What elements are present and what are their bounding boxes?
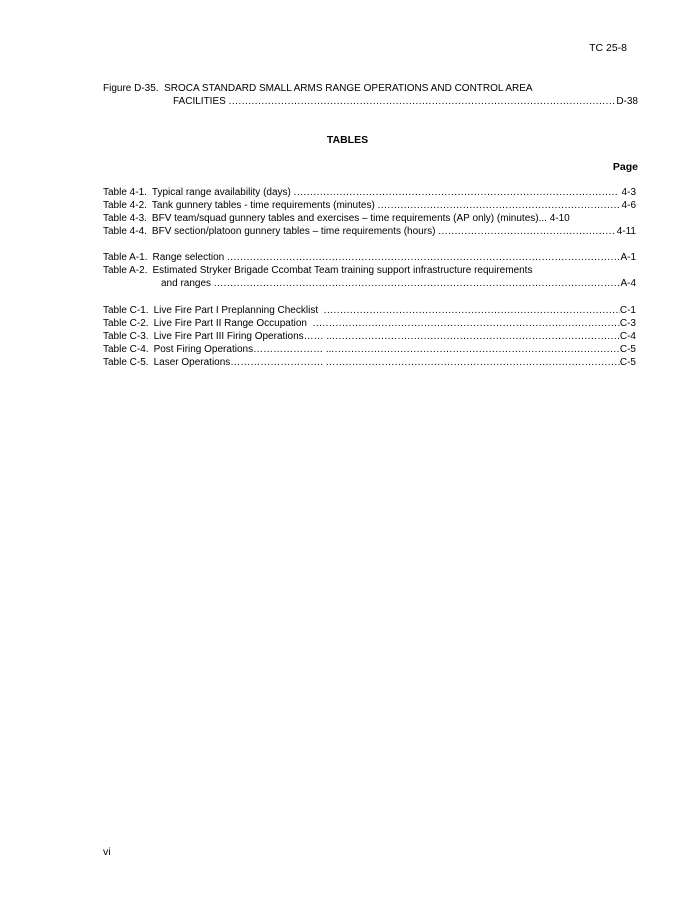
table-title: Laser Operations………………………. [153, 357, 324, 368]
figure-line-1 [103, 82, 638, 95]
dot-leader [326, 356, 620, 369]
table-label: Table 4-1. [103, 187, 147, 198]
table-title-cont: and ranges [161, 278, 212, 289]
table-title: Live Fire Part I Preplanning Checklist [153, 305, 319, 316]
table-label: Table C-5. [103, 357, 149, 368]
table-label: Table 4-3. [103, 213, 147, 224]
table-page: C-4 [619, 331, 636, 342]
page-column-label: Page [612, 161, 638, 173]
dot-leader [227, 251, 620, 264]
toc-row [103, 343, 636, 356]
dot-leader [332, 330, 620, 343]
table-title: BFV section/platoon gunnery tables – time requirements (hours) [151, 226, 436, 237]
table-title: Typical range availability (days) [151, 187, 291, 198]
table-page: 4-3 [621, 187, 636, 198]
table-label: Table A-2. [103, 265, 148, 276]
dot-leader [313, 317, 620, 330]
toc-row [103, 225, 636, 238]
figure-entry [103, 82, 638, 108]
figure-page: D-38 [616, 96, 638, 107]
toc-row [103, 264, 636, 277]
dot-leader [324, 304, 620, 317]
footer-page-number: vi [103, 846, 111, 858]
figure-label: Figure D-35. [103, 83, 159, 94]
table-page: 4-10 [549, 213, 570, 224]
table-label: Table 4-4. [103, 226, 147, 237]
dot-leader [438, 225, 614, 238]
toc-row [103, 199, 636, 212]
table-title: Range selection [152, 252, 225, 263]
toc-row-continuation [103, 277, 636, 290]
toc-group-4 [103, 186, 636, 238]
table-page: A-1 [620, 252, 636, 263]
table-page: C-3 [619, 318, 636, 329]
toc-row [103, 186, 636, 199]
table-label: Table A-1. [103, 252, 148, 263]
table-title: Tank gunnery tables - time requirements (minutes) [151, 200, 375, 211]
table-label: Table C-1. [103, 305, 149, 316]
table-title: BFV team/squad gunnery tables and exercises – time requirements (AP only) (minutes)... [151, 213, 547, 224]
table-page: A-4 [620, 278, 636, 289]
toc-group-a [103, 251, 636, 290]
table-page: 4-11 [616, 226, 636, 237]
dot-leader [294, 186, 619, 199]
table-page: 4-6 [621, 200, 636, 211]
toc-row [103, 356, 636, 369]
table-page: C-5 [619, 357, 636, 368]
dot-leader [229, 95, 617, 108]
table-label: Table C-4. [103, 344, 149, 355]
table-label: Table C-3. [103, 331, 149, 342]
table-title: Live Fire Part II Range Occupation [153, 318, 307, 329]
table-title: Estimated Stryker Brigade Ccombat Team training support infrastructure requirements [152, 265, 533, 276]
figure-title: SROCA STANDARD SMALL ARMS RANGE OPERATIONS AND CONTROL AREA [164, 83, 533, 94]
dot-leader [378, 199, 619, 212]
table-page: C-1 [619, 305, 636, 316]
toc-row [103, 330, 636, 343]
table-title: Post Firing Operations………………… .. [153, 344, 332, 355]
dot-leader [331, 343, 619, 356]
dot-leader [214, 277, 621, 290]
section-title: TABLES [326, 134, 369, 146]
figure-title-cont: FACILITIES [173, 96, 226, 107]
table-label: Table C-2. [103, 318, 149, 329]
toc-row [103, 317, 636, 330]
toc-row [103, 251, 636, 264]
table-page: C-5 [619, 344, 636, 355]
table-label: Table 4-2. [103, 200, 147, 211]
table-title: Live Fire Part III Firing Operations…… .. [153, 331, 332, 342]
toc-group-c [103, 304, 636, 369]
toc-row [103, 212, 636, 225]
figure-line-2 [103, 95, 638, 108]
running-header: TC 25-8 [589, 42, 627, 54]
toc-row [103, 304, 636, 317]
